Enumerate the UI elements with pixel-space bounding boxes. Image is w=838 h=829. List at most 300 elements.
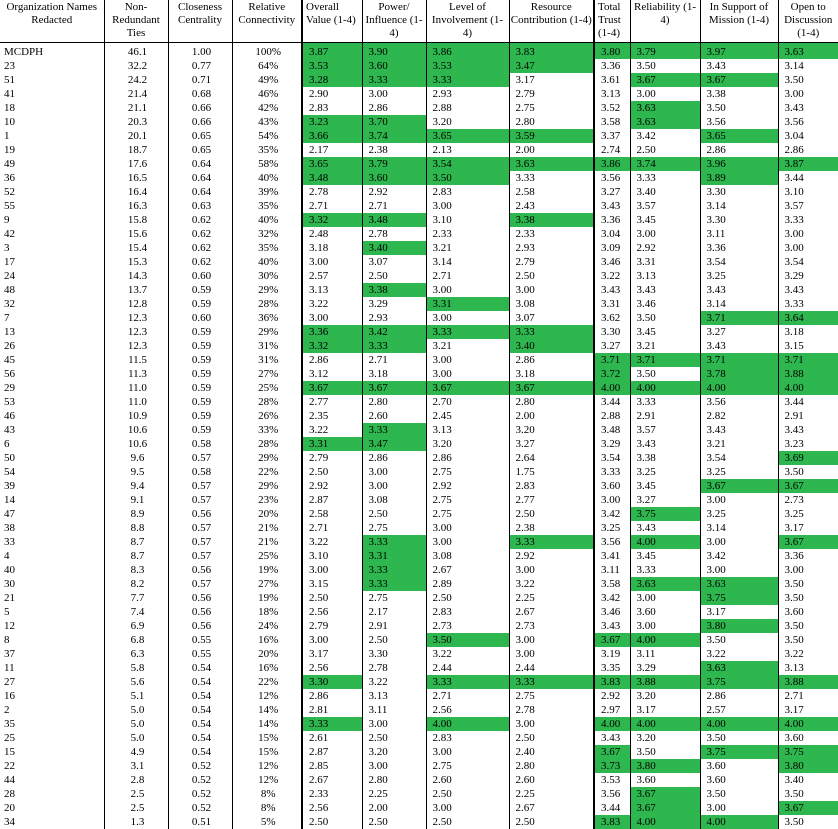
cell-organization: 45 bbox=[0, 353, 104, 367]
cell-non-redundant-ties: 24.2 bbox=[104, 73, 168, 87]
cell-reliability: 3.88 bbox=[630, 675, 700, 689]
cell-power-influence: 3.60 bbox=[362, 59, 426, 73]
cell-reliability: 3.74 bbox=[630, 157, 700, 171]
cell-power-influence: 2.25 bbox=[362, 787, 426, 801]
cell-overall-value: 2.50 bbox=[302, 591, 362, 605]
cell-relative-connectivity: 23% bbox=[232, 493, 302, 507]
cell-overall-value: 2.50 bbox=[302, 465, 362, 479]
cell-overall-value: 3.12 bbox=[302, 367, 362, 381]
cell-open-to-discussion: 3.56 bbox=[778, 115, 838, 129]
cell-power-influence: 2.50 bbox=[362, 815, 426, 829]
cell-level-of-involvement: 3.33 bbox=[426, 73, 509, 87]
cell-relative-connectivity: 14% bbox=[232, 717, 302, 731]
cell-in-support-of-mission: 3.22 bbox=[700, 647, 778, 661]
cell-in-support-of-mission: 3.89 bbox=[700, 171, 778, 185]
cell-in-support-of-mission: 3.14 bbox=[700, 521, 778, 535]
cell-in-support-of-mission: 3.60 bbox=[700, 773, 778, 787]
table-row bbox=[0, 227, 838, 241]
cell-power-influence: 3.22 bbox=[362, 675, 426, 689]
cell-total-trust: 3.37 bbox=[594, 129, 630, 143]
cell-resource-contribution: 3.20 bbox=[509, 423, 594, 437]
cell-reliability: 3.80 bbox=[630, 759, 700, 773]
cell-in-support-of-mission: 3.75 bbox=[700, 745, 778, 759]
cell-closeness-centrality: 0.59 bbox=[168, 367, 232, 381]
cell-non-redundant-ties: 12.3 bbox=[104, 311, 168, 325]
cell-total-trust: 3.54 bbox=[594, 451, 630, 465]
cell-open-to-discussion: 3.04 bbox=[778, 129, 838, 143]
cell-level-of-involvement: 3.22 bbox=[426, 647, 509, 661]
cell-non-redundant-ties: 15.3 bbox=[104, 255, 168, 269]
cell-open-to-discussion: 2.73 bbox=[778, 493, 838, 507]
cell-organization: 27 bbox=[0, 675, 104, 689]
cell-organization: 13 bbox=[0, 325, 104, 339]
cell-reliability: 4.00 bbox=[630, 633, 700, 647]
cell-power-influence: 3.29 bbox=[362, 297, 426, 311]
cell-non-redundant-ties: 10.9 bbox=[104, 409, 168, 423]
cell-in-support-of-mission: 3.42 bbox=[700, 549, 778, 563]
cell-reliability: 3.46 bbox=[630, 297, 700, 311]
cell-organization: 17 bbox=[0, 255, 104, 269]
cell-power-influence: 2.86 bbox=[362, 101, 426, 115]
table-row bbox=[0, 549, 838, 563]
cell-non-redundant-ties: 46.1 bbox=[104, 43, 168, 60]
cell-open-to-discussion: 3.14 bbox=[778, 59, 838, 73]
cell-resource-contribution: 3.40 bbox=[509, 339, 594, 353]
cell-relative-connectivity: 35% bbox=[232, 241, 302, 255]
cell-in-support-of-mission: 3.00 bbox=[700, 493, 778, 507]
cell-closeness-centrality: 0.64 bbox=[168, 185, 232, 199]
cell-open-to-discussion: 3.75 bbox=[778, 745, 838, 759]
cell-closeness-centrality: 0.65 bbox=[168, 143, 232, 157]
cell-reliability: 3.25 bbox=[630, 465, 700, 479]
cell-in-support-of-mission: 4.00 bbox=[700, 381, 778, 395]
cell-overall-value: 2.90 bbox=[302, 87, 362, 101]
table-row bbox=[0, 717, 838, 731]
cell-organization: 18 bbox=[0, 101, 104, 115]
table-row bbox=[0, 759, 838, 773]
cell-organization: 42 bbox=[0, 227, 104, 241]
cell-open-to-discussion: 3.15 bbox=[778, 339, 838, 353]
table-row bbox=[0, 395, 838, 409]
cell-overall-value: 3.00 bbox=[302, 255, 362, 269]
cell-in-support-of-mission: 3.30 bbox=[700, 213, 778, 227]
cell-open-to-discussion: 3.25 bbox=[778, 507, 838, 521]
cell-closeness-centrality: 0.59 bbox=[168, 381, 232, 395]
cell-overall-value: 2.57 bbox=[302, 269, 362, 283]
cell-open-to-discussion: 3.00 bbox=[778, 227, 838, 241]
cell-relative-connectivity: 40% bbox=[232, 213, 302, 227]
cell-reliability: 3.79 bbox=[630, 43, 700, 60]
cell-in-support-of-mission: 3.21 bbox=[700, 437, 778, 451]
cell-in-support-of-mission: 3.50 bbox=[700, 101, 778, 115]
cell-total-trust: 3.86 bbox=[594, 157, 630, 171]
table-row bbox=[0, 143, 838, 157]
cell-power-influence: 2.50 bbox=[362, 269, 426, 283]
cell-total-trust: 3.43 bbox=[594, 619, 630, 633]
cell-relative-connectivity: 49% bbox=[232, 73, 302, 87]
cell-level-of-involvement: 3.00 bbox=[426, 801, 509, 815]
cell-reliability: 3.60 bbox=[630, 773, 700, 787]
cell-overall-value: 3.15 bbox=[302, 577, 362, 591]
cell-relative-connectivity: 25% bbox=[232, 549, 302, 563]
cell-open-to-discussion: 3.50 bbox=[778, 465, 838, 479]
cell-relative-connectivity: 8% bbox=[232, 801, 302, 815]
cell-organization: 8 bbox=[0, 633, 104, 647]
cell-level-of-involvement: 2.50 bbox=[426, 787, 509, 801]
table-row bbox=[0, 87, 838, 101]
cell-reliability: 3.00 bbox=[630, 591, 700, 605]
cell-closeness-centrality: 0.57 bbox=[168, 577, 232, 591]
cell-non-redundant-ties: 16.5 bbox=[104, 171, 168, 185]
cell-level-of-involvement: 3.33 bbox=[426, 325, 509, 339]
cell-closeness-centrality: 0.57 bbox=[168, 521, 232, 535]
header-level-of-involvement: Level of Involvement (1-4) bbox=[426, 0, 509, 43]
cell-organization: 29 bbox=[0, 381, 104, 395]
cell-overall-value: 3.53 bbox=[302, 59, 362, 73]
cell-power-influence: 3.00 bbox=[362, 479, 426, 493]
table-row bbox=[0, 661, 838, 675]
cell-in-support-of-mission: 3.63 bbox=[700, 577, 778, 591]
cell-total-trust: 3.41 bbox=[594, 549, 630, 563]
cell-level-of-involvement: 2.33 bbox=[426, 227, 509, 241]
cell-resource-contribution: 2.50 bbox=[509, 815, 594, 829]
cell-power-influence: 3.00 bbox=[362, 759, 426, 773]
cell-reliability: 3.20 bbox=[630, 689, 700, 703]
cell-open-to-discussion: 3.00 bbox=[778, 563, 838, 577]
cell-non-redundant-ties: 12.3 bbox=[104, 339, 168, 353]
cell-total-trust: 3.46 bbox=[594, 605, 630, 619]
cell-non-redundant-ties: 5.6 bbox=[104, 675, 168, 689]
cell-reliability: 3.50 bbox=[630, 59, 700, 73]
cell-non-redundant-ties: 15.8 bbox=[104, 213, 168, 227]
cell-organization: 37 bbox=[0, 647, 104, 661]
cell-relative-connectivity: 5% bbox=[232, 815, 302, 829]
cell-power-influence: 2.75 bbox=[362, 521, 426, 535]
cell-power-influence: 2.78 bbox=[362, 227, 426, 241]
cell-resource-contribution: 3.00 bbox=[509, 283, 594, 297]
cell-resource-contribution: 3.18 bbox=[509, 367, 594, 381]
header-power-influence: Power/ Influence (1-4) bbox=[362, 0, 426, 43]
cell-power-influence: 3.33 bbox=[362, 423, 426, 437]
cell-relative-connectivity: 8% bbox=[232, 787, 302, 801]
cell-closeness-centrality: 0.57 bbox=[168, 549, 232, 563]
cell-reliability: 4.00 bbox=[630, 815, 700, 829]
cell-overall-value: 2.17 bbox=[302, 143, 362, 157]
cell-overall-value: 3.48 bbox=[302, 171, 362, 185]
cell-reliability: 2.91 bbox=[630, 409, 700, 423]
cell-in-support-of-mission: 2.82 bbox=[700, 409, 778, 423]
cell-level-of-involvement: 3.14 bbox=[426, 255, 509, 269]
cell-overall-value: 3.87 bbox=[302, 43, 362, 60]
cell-organization: 14 bbox=[0, 493, 104, 507]
cell-overall-value: 2.81 bbox=[302, 703, 362, 717]
cell-overall-value: 2.56 bbox=[302, 605, 362, 619]
cell-power-influence: 3.38 bbox=[362, 283, 426, 297]
table-header-row bbox=[0, 0, 838, 43]
cell-level-of-involvement: 2.88 bbox=[426, 101, 509, 115]
cell-level-of-involvement: 2.67 bbox=[426, 563, 509, 577]
cell-resource-contribution: 2.00 bbox=[509, 409, 594, 423]
cell-relative-connectivity: 28% bbox=[232, 437, 302, 451]
cell-organization: 53 bbox=[0, 395, 104, 409]
cell-level-of-involvement: 2.71 bbox=[426, 269, 509, 283]
cell-open-to-discussion: 3.60 bbox=[778, 731, 838, 745]
cell-resource-contribution: 3.00 bbox=[509, 633, 594, 647]
cell-reliability: 3.29 bbox=[630, 661, 700, 675]
table-row bbox=[0, 381, 838, 395]
cell-in-support-of-mission: 3.43 bbox=[700, 283, 778, 297]
header-reliability: Reliability (1-4) bbox=[630, 0, 700, 43]
cell-in-support-of-mission: 3.25 bbox=[700, 465, 778, 479]
cell-relative-connectivity: 40% bbox=[232, 255, 302, 269]
cell-organization: 21 bbox=[0, 591, 104, 605]
cell-reliability: 3.50 bbox=[630, 367, 700, 381]
cell-overall-value: 2.61 bbox=[302, 731, 362, 745]
cell-non-redundant-ties: 12.3 bbox=[104, 325, 168, 339]
cell-organization: 10 bbox=[0, 115, 104, 129]
cell-organization: 12 bbox=[0, 619, 104, 633]
cell-closeness-centrality: 0.57 bbox=[168, 535, 232, 549]
cell-non-redundant-ties: 21.1 bbox=[104, 101, 168, 115]
cell-reliability: 3.21 bbox=[630, 339, 700, 353]
cell-closeness-centrality: 0.56 bbox=[168, 563, 232, 577]
cell-relative-connectivity: 100% bbox=[232, 43, 302, 60]
cell-organization: 19 bbox=[0, 143, 104, 157]
cell-open-to-discussion: 3.43 bbox=[778, 423, 838, 437]
cell-total-trust: 3.71 bbox=[594, 353, 630, 367]
cell-total-trust: 3.44 bbox=[594, 395, 630, 409]
cell-power-influence: 3.90 bbox=[362, 43, 426, 60]
cell-power-influence: 2.80 bbox=[362, 395, 426, 409]
cell-open-to-discussion: 3.67 bbox=[778, 479, 838, 493]
cell-relative-connectivity: 19% bbox=[232, 591, 302, 605]
cell-closeness-centrality: 0.54 bbox=[168, 703, 232, 717]
cell-non-redundant-ties: 8.8 bbox=[104, 521, 168, 535]
cell-power-influence: 3.31 bbox=[362, 549, 426, 563]
cell-total-trust: 2.88 bbox=[594, 409, 630, 423]
cell-total-trust: 2.97 bbox=[594, 703, 630, 717]
cell-organization: 40 bbox=[0, 563, 104, 577]
cell-relative-connectivity: 26% bbox=[232, 409, 302, 423]
cell-resource-contribution: 2.77 bbox=[509, 493, 594, 507]
cell-overall-value: 3.23 bbox=[302, 115, 362, 129]
table-row bbox=[0, 465, 838, 479]
cell-total-trust: 3.44 bbox=[594, 801, 630, 815]
cell-overall-value: 2.33 bbox=[302, 787, 362, 801]
cell-total-trust: 3.09 bbox=[594, 241, 630, 255]
cell-in-support-of-mission: 3.65 bbox=[700, 129, 778, 143]
cell-resource-contribution: 3.33 bbox=[509, 171, 594, 185]
cell-closeness-centrality: 0.52 bbox=[168, 787, 232, 801]
cell-relative-connectivity: 21% bbox=[232, 521, 302, 535]
cell-reliability: 3.42 bbox=[630, 129, 700, 143]
cell-closeness-centrality: 0.54 bbox=[168, 731, 232, 745]
cell-non-redundant-ties: 11.3 bbox=[104, 367, 168, 381]
cell-power-influence: 3.74 bbox=[362, 129, 426, 143]
cell-organization: 47 bbox=[0, 507, 104, 521]
cell-organization: 16 bbox=[0, 689, 104, 703]
cell-organization: 35 bbox=[0, 717, 104, 731]
cell-overall-value: 2.56 bbox=[302, 661, 362, 675]
cell-relative-connectivity: 22% bbox=[232, 465, 302, 479]
cell-resource-contribution: 3.00 bbox=[509, 647, 594, 661]
cell-in-support-of-mission: 3.56 bbox=[700, 115, 778, 129]
table-row bbox=[0, 745, 838, 759]
cell-organization: 56 bbox=[0, 367, 104, 381]
table-row bbox=[0, 269, 838, 283]
cell-total-trust: 3.27 bbox=[594, 339, 630, 353]
cell-organization: 4 bbox=[0, 549, 104, 563]
cell-power-influence: 2.93 bbox=[362, 311, 426, 325]
cell-in-support-of-mission: 3.11 bbox=[700, 227, 778, 241]
cell-in-support-of-mission: 3.14 bbox=[700, 199, 778, 213]
cell-power-influence: 2.60 bbox=[362, 409, 426, 423]
cell-resource-contribution: 3.47 bbox=[509, 59, 594, 73]
table-row bbox=[0, 283, 838, 297]
table-row bbox=[0, 241, 838, 255]
cell-reliability: 3.00 bbox=[630, 619, 700, 633]
cell-relative-connectivity: 42% bbox=[232, 101, 302, 115]
cell-relative-connectivity: 18% bbox=[232, 605, 302, 619]
cell-resource-contribution: 2.25 bbox=[509, 787, 594, 801]
cell-relative-connectivity: 12% bbox=[232, 759, 302, 773]
cell-organization: 46 bbox=[0, 409, 104, 423]
cell-total-trust: 3.48 bbox=[594, 423, 630, 437]
cell-in-support-of-mission: 3.71 bbox=[700, 353, 778, 367]
cell-non-redundant-ties: 15.4 bbox=[104, 241, 168, 255]
cell-relative-connectivity: 16% bbox=[232, 661, 302, 675]
table-row bbox=[0, 591, 838, 605]
cell-level-of-involvement: 3.31 bbox=[426, 297, 509, 311]
cell-reliability: 4.00 bbox=[630, 717, 700, 731]
cell-closeness-centrality: 0.52 bbox=[168, 773, 232, 787]
cell-in-support-of-mission: 3.54 bbox=[700, 451, 778, 465]
cell-closeness-centrality: 0.52 bbox=[168, 759, 232, 773]
cell-total-trust: 3.61 bbox=[594, 73, 630, 87]
cell-non-redundant-ties: 13.7 bbox=[104, 283, 168, 297]
cell-total-trust: 3.80 bbox=[594, 43, 630, 60]
cell-overall-value: 3.65 bbox=[302, 157, 362, 171]
cell-in-support-of-mission: 2.57 bbox=[700, 703, 778, 717]
cell-closeness-centrality: 0.54 bbox=[168, 689, 232, 703]
table-row bbox=[0, 213, 838, 227]
cell-relative-connectivity: 12% bbox=[232, 773, 302, 787]
cell-resource-contribution: 3.67 bbox=[509, 381, 594, 395]
cell-relative-connectivity: 33% bbox=[232, 423, 302, 437]
cell-power-influence: 3.40 bbox=[362, 241, 426, 255]
cell-non-redundant-ties: 14.3 bbox=[104, 269, 168, 283]
cell-total-trust: 3.04 bbox=[594, 227, 630, 241]
cell-non-redundant-ties: 2.5 bbox=[104, 801, 168, 815]
cell-relative-connectivity: 27% bbox=[232, 577, 302, 591]
table-row bbox=[0, 353, 838, 367]
cell-overall-value: 2.79 bbox=[302, 619, 362, 633]
cell-power-influence: 2.50 bbox=[362, 633, 426, 647]
cell-total-trust: 3.31 bbox=[594, 297, 630, 311]
cell-closeness-centrality: 0.62 bbox=[168, 227, 232, 241]
cell-reliability: 3.63 bbox=[630, 577, 700, 591]
cell-in-support-of-mission: 3.50 bbox=[700, 633, 778, 647]
cell-resource-contribution: 3.00 bbox=[509, 717, 594, 731]
cell-closeness-centrality: 0.60 bbox=[168, 311, 232, 325]
cell-open-to-discussion: 4.00 bbox=[778, 717, 838, 731]
cell-in-support-of-mission: 3.43 bbox=[700, 59, 778, 73]
cell-organization: 22 bbox=[0, 759, 104, 773]
cell-open-to-discussion: 3.44 bbox=[778, 395, 838, 409]
cell-power-influence: 3.00 bbox=[362, 717, 426, 731]
cell-non-redundant-ties: 16.4 bbox=[104, 185, 168, 199]
cell-non-redundant-ties: 5.1 bbox=[104, 689, 168, 703]
cell-relative-connectivity: 19% bbox=[232, 563, 302, 577]
header-total-trust: Total Trust (1-4) bbox=[594, 0, 630, 43]
cell-power-influence: 3.00 bbox=[362, 87, 426, 101]
cell-non-redundant-ties: 17.6 bbox=[104, 157, 168, 171]
cell-total-trust: 3.83 bbox=[594, 815, 630, 829]
cell-overall-value: 2.83 bbox=[302, 101, 362, 115]
table-row bbox=[0, 185, 838, 199]
cell-organization: MCDPH bbox=[0, 43, 104, 60]
cell-resource-contribution: 3.33 bbox=[509, 325, 594, 339]
cell-relative-connectivity: 12% bbox=[232, 689, 302, 703]
cell-overall-value: 3.22 bbox=[302, 297, 362, 311]
cell-reliability: 3.57 bbox=[630, 199, 700, 213]
cell-open-to-discussion: 3.22 bbox=[778, 647, 838, 661]
cell-reliability: 4.00 bbox=[630, 381, 700, 395]
cell-non-redundant-ties: 20.3 bbox=[104, 115, 168, 129]
cell-reliability: 3.13 bbox=[630, 269, 700, 283]
cell-organization: 51 bbox=[0, 73, 104, 87]
cell-total-trust: 3.60 bbox=[594, 479, 630, 493]
cell-level-of-involvement: 2.86 bbox=[426, 451, 509, 465]
cell-overall-value: 2.35 bbox=[302, 409, 362, 423]
cell-total-trust: 3.43 bbox=[594, 199, 630, 213]
cell-non-redundant-ties: 7.4 bbox=[104, 605, 168, 619]
cell-non-redundant-ties: 9.1 bbox=[104, 493, 168, 507]
cell-power-influence: 3.48 bbox=[362, 213, 426, 227]
table-row bbox=[0, 521, 838, 535]
cell-level-of-involvement: 2.75 bbox=[426, 759, 509, 773]
cell-level-of-involvement: 3.20 bbox=[426, 437, 509, 451]
cell-in-support-of-mission: 4.00 bbox=[700, 717, 778, 731]
cell-resource-contribution: 2.67 bbox=[509, 801, 594, 815]
cell-in-support-of-mission: 3.50 bbox=[700, 731, 778, 745]
cell-closeness-centrality: 0.71 bbox=[168, 73, 232, 87]
cell-closeness-centrality: 0.57 bbox=[168, 479, 232, 493]
cell-total-trust: 3.43 bbox=[594, 731, 630, 745]
cell-non-redundant-ties: 2.5 bbox=[104, 787, 168, 801]
cell-level-of-involvement: 2.44 bbox=[426, 661, 509, 675]
table-row bbox=[0, 619, 838, 633]
cell-reliability: 3.63 bbox=[630, 101, 700, 115]
cell-reliability: 2.50 bbox=[630, 143, 700, 157]
cell-total-trust: 3.52 bbox=[594, 101, 630, 115]
cell-open-to-discussion: 3.67 bbox=[778, 801, 838, 815]
cell-reliability: 3.71 bbox=[630, 353, 700, 367]
table-row bbox=[0, 815, 838, 829]
table-row bbox=[0, 633, 838, 647]
cell-reliability: 3.43 bbox=[630, 521, 700, 535]
cell-in-support-of-mission: 3.67 bbox=[700, 479, 778, 493]
cell-open-to-discussion: 3.50 bbox=[778, 815, 838, 829]
header-relative-connectivity: Relative Connectivity bbox=[232, 0, 302, 43]
cell-in-support-of-mission: 3.67 bbox=[700, 73, 778, 87]
cell-non-redundant-ties: 32.2 bbox=[104, 59, 168, 73]
cell-overall-value: 3.10 bbox=[302, 549, 362, 563]
cell-relative-connectivity: 29% bbox=[232, 283, 302, 297]
cell-non-redundant-ties: 6.9 bbox=[104, 619, 168, 633]
cell-reliability: 3.27 bbox=[630, 493, 700, 507]
cell-overall-value: 2.67 bbox=[302, 773, 362, 787]
